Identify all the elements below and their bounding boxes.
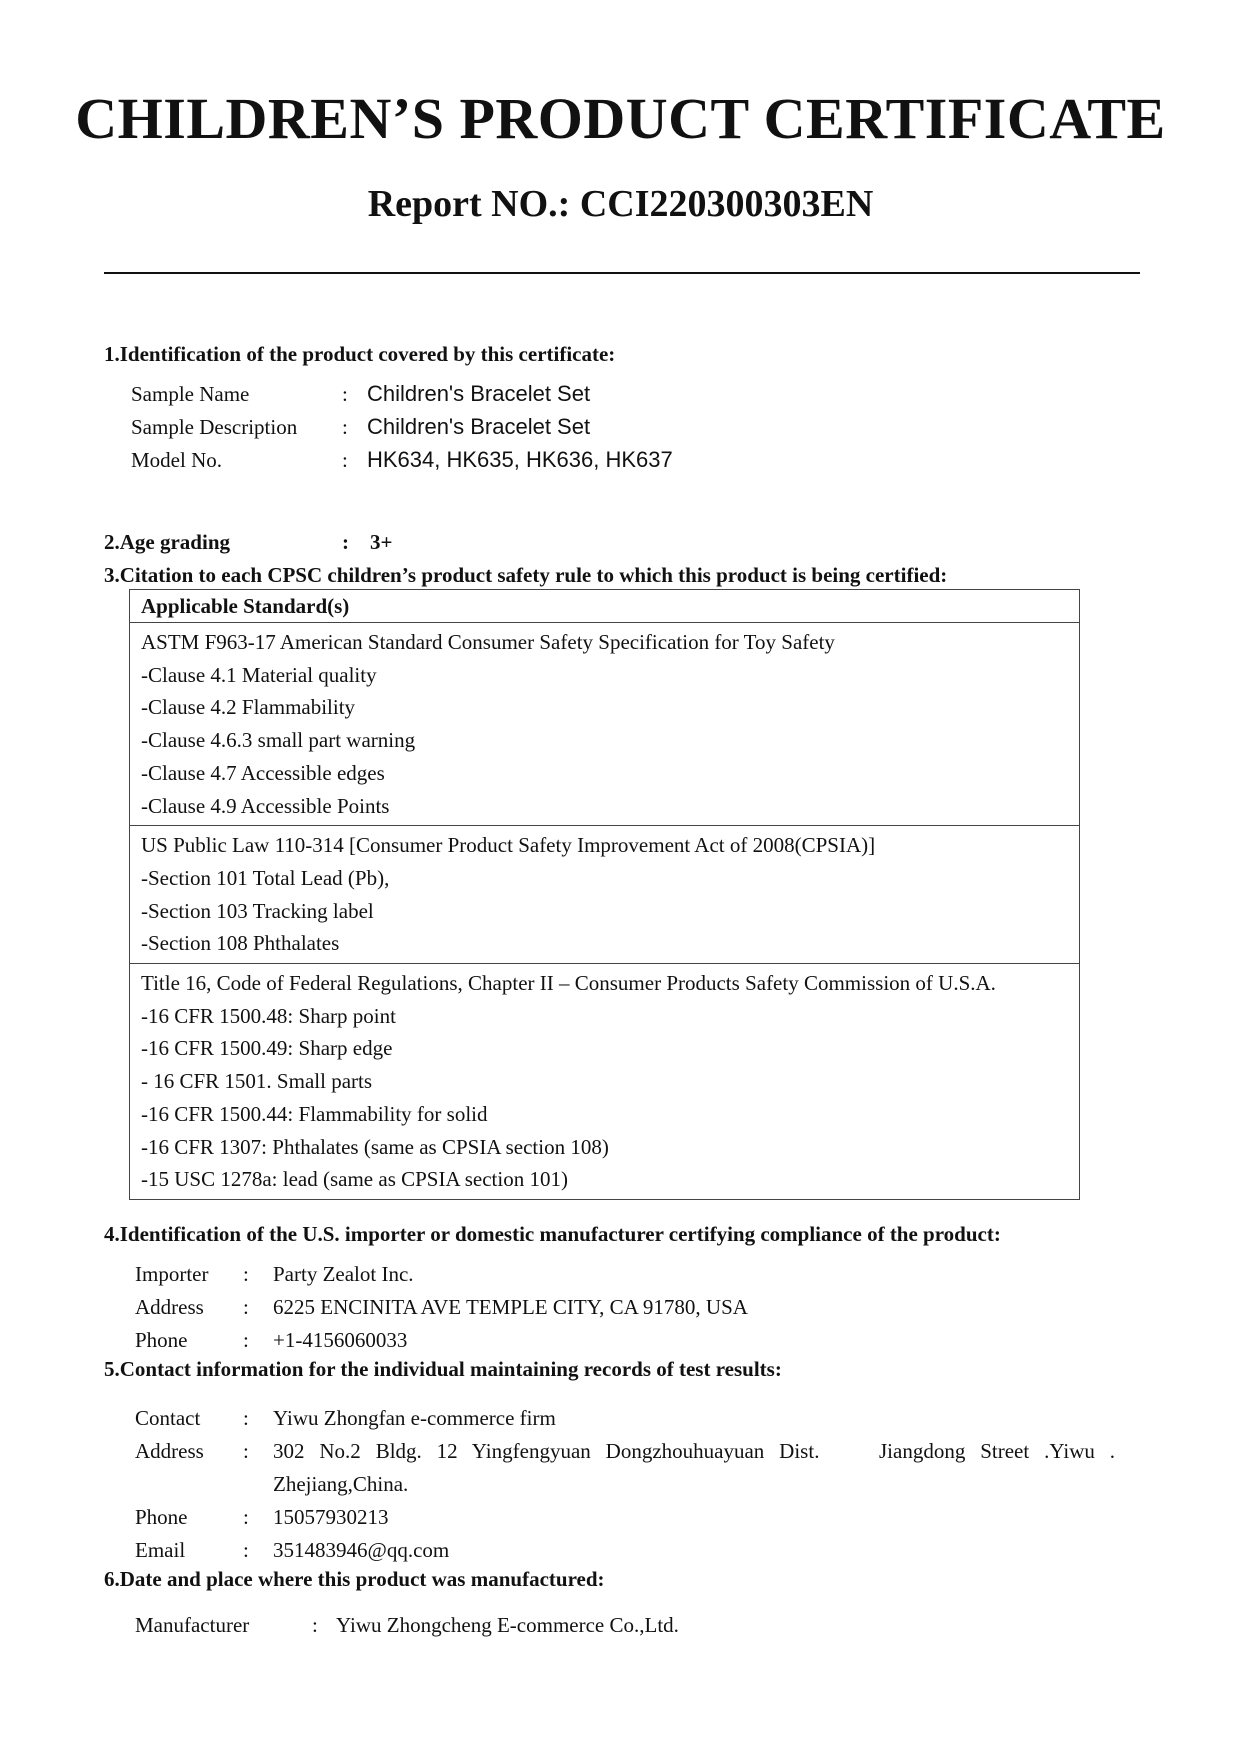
- sample-name-value: Children's Bracelet Set: [367, 381, 591, 406]
- contact-value: Yiwu Zhongfan e-commerce firm: [273, 1406, 556, 1430]
- separator: :: [243, 1538, 249, 1562]
- standard-line: -16 CFR 1307: Phthalates (same as CPSIA section 108): [141, 1134, 609, 1159]
- manufacturer-row: [135, 1611, 1115, 1639]
- importer-label: Importer: [135, 1262, 209, 1286]
- separator: :: [243, 1295, 249, 1319]
- standards-group-astm: [130, 623, 1080, 826]
- standards-table: [129, 589, 1080, 1200]
- section2-heading: 2.Age grading: [104, 530, 230, 554]
- standard-line: Title 16, Code of Federal Regulations, Chapter II – Consumer Products Safety Commission of U.S.A.: [141, 971, 996, 996]
- importer-address-label: Address: [135, 1295, 204, 1319]
- separator: :: [342, 382, 348, 406]
- standard-line: - 16 CFR 1501. Small parts: [141, 1069, 373, 1094]
- importer-phone-label: Phone: [135, 1328, 188, 1352]
- standard-line: -16 CFR 1500.44: Flammability for solid: [141, 1101, 488, 1126]
- contact-address-label: Address: [135, 1439, 204, 1463]
- report-number: Report NO.: CCI220300303EN: [367, 183, 874, 225]
- standards-header-row: [130, 590, 1080, 623]
- standard-line: -Section 101 Total Lead (Pb),: [141, 865, 390, 890]
- separator: :: [342, 530, 349, 554]
- standard-line: -Clause 4.6.3 small part warning: [141, 728, 416, 753]
- standard-line: -15 USC 1278a: lead (same as CPSIA section 101): [141, 1167, 568, 1192]
- standard-line: -Section 103 Tracking label: [141, 898, 374, 923]
- contact-phone-row: [135, 1503, 1115, 1531]
- separator: :: [243, 1262, 249, 1286]
- age-grading-value: 3+: [370, 530, 393, 554]
- contact-phone-value: 15057930213: [273, 1505, 389, 1529]
- contact-address-value: 302 No.2 Bldg. 12 Yingfengyuan Dongzhouhuayuan Dist. Jiangdong Street .Yiwu .: [273, 1439, 1115, 1463]
- standard-line: ASTM F963-17 American Standard Consumer Safety Specification for Toy Safety: [141, 630, 835, 654]
- sample-description-label: Sample Description: [131, 415, 298, 439]
- contact-email-value: 351483946@qq.com: [273, 1538, 450, 1562]
- sample-description-row: [131, 413, 1031, 441]
- standard-line: -Clause 4.9 Accessible Points: [141, 793, 390, 818]
- standard-line: -Clause 4.1 Material quality: [141, 662, 377, 687]
- importer-row: [135, 1260, 1095, 1288]
- contact-email-label: Email: [135, 1538, 186, 1562]
- sample-name-row: [131, 380, 1031, 408]
- standard-line: US Public Law 110-314 [Consumer Product Safety Improvement Act of 2008(CPSIA)]: [141, 833, 876, 858]
- title-divider: [104, 272, 1140, 274]
- contact-phone-label: Phone: [135, 1505, 188, 1529]
- standard-line: -Clause 4.7 Accessible edges: [141, 760, 385, 785]
- importer-value: Party Zealot Inc.: [273, 1262, 414, 1286]
- separator: :: [243, 1328, 249, 1352]
- separator: :: [243, 1439, 249, 1463]
- importer-phone-row: [135, 1326, 1095, 1354]
- separator: :: [342, 448, 348, 472]
- standards-header: Applicable Standard(s): [130, 590, 1080, 623]
- manufacturer-value: Yiwu Zhongcheng E-commerce Co.,Ltd.: [336, 1613, 679, 1637]
- standard-line: -Clause 4.2 Flammability: [141, 695, 356, 720]
- importer-address-row: [135, 1293, 1095, 1321]
- contact-row: [135, 1404, 1115, 1432]
- standard-line: -16 CFR 1500.48: Sharp point: [141, 1003, 396, 1028]
- section3-heading: 3.Citation to each CPSC children’s product safety rule to which this product is being certified:: [104, 563, 948, 587]
- section4-heading: 4.Identification of the U.S. importer or domestic manufacturer certifying compliance of the product:: [104, 1222, 1001, 1246]
- importer-phone-value: +1-4156060033: [273, 1328, 408, 1352]
- contact-email-row: [135, 1536, 1115, 1564]
- separator: :: [342, 415, 348, 439]
- standards-group-cfr: [130, 964, 1080, 1200]
- separator: :: [312, 1613, 318, 1637]
- manufacturer-label: Manufacturer: [135, 1613, 250, 1637]
- model-no-value: HK634, HK635, HK636, HK637: [367, 447, 673, 472]
- age-grading-row: [342, 528, 422, 556]
- importer-address-value: 6225 ENCINITA AVE TEMPLE CITY, CA 91780, USA: [273, 1295, 748, 1319]
- contact-address-row: [135, 1437, 1115, 1499]
- sample-name-label: Sample Name: [131, 382, 250, 406]
- certificate-title: CHILDREN’S PRODUCT CERTIFICATE: [75, 86, 1166, 151]
- contact-address-value-line2: Zhejiang,China.: [273, 1472, 409, 1496]
- standard-line: -16 CFR 1500.49: Sharp edge: [141, 1036, 393, 1061]
- model-no-row: [131, 446, 1031, 474]
- standard-line: -Section 108 Phthalates: [141, 931, 340, 956]
- section1-heading: 1.Identification of the product covered by this certificate:: [104, 342, 616, 366]
- separator: :: [243, 1505, 249, 1529]
- contact-label: Contact: [135, 1406, 201, 1430]
- standards-group-cpsia: [130, 826, 1080, 964]
- section6-heading: 6.Date and place where this product was manufactured:: [104, 1567, 605, 1591]
- model-no-label: Model No.: [131, 448, 222, 472]
- separator: :: [243, 1406, 249, 1430]
- section5-heading: 5.Contact information for the individual maintaining records of test results:: [104, 1357, 782, 1381]
- sample-description-value: Children's Bracelet Set: [367, 414, 591, 439]
